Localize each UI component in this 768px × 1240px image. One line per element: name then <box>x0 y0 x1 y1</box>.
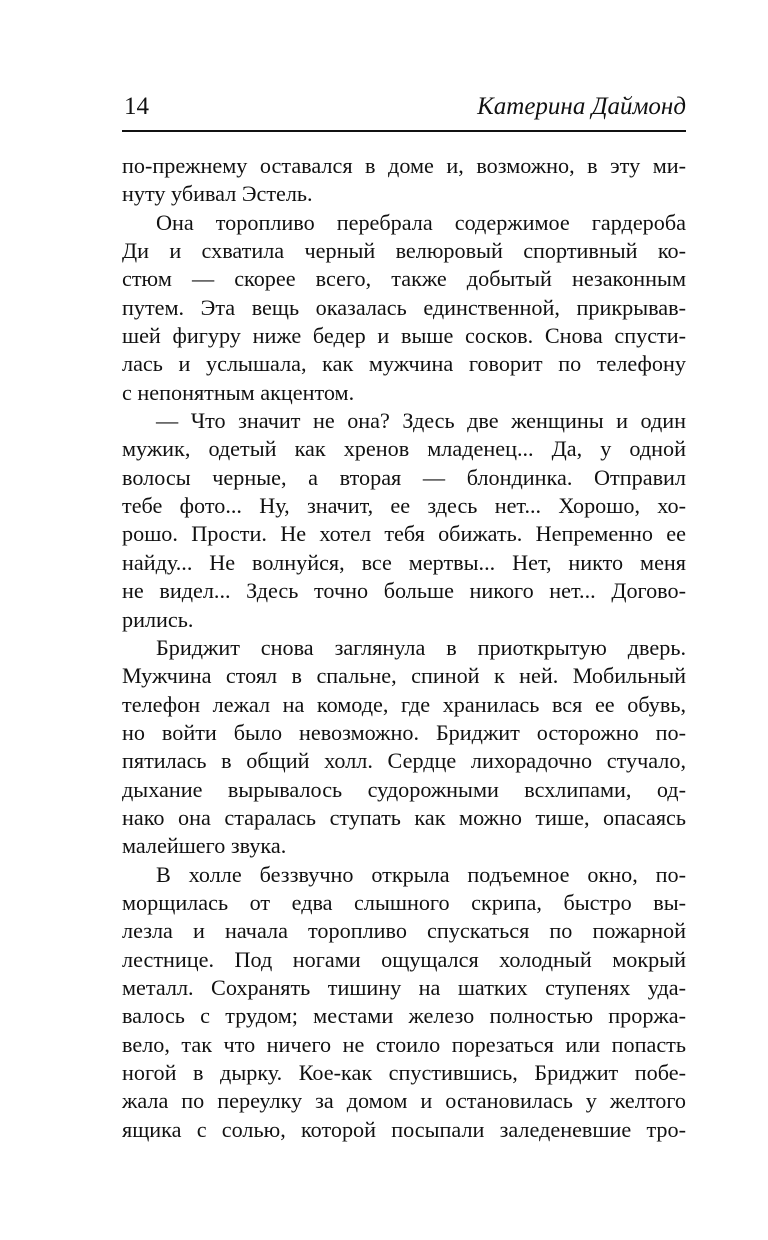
text-line: жала по переулку за домом и остановилась у желтого <box>122 1088 686 1114</box>
text-line: валось с трудом; местами железо полностью проржа- <box>122 1003 686 1029</box>
running-title: Катерина Даймонд <box>477 93 686 120</box>
text-line: — Что значит не она? Здесь две женщины и один <box>156 408 686 434</box>
text-line: лестнице. Под ногами ощущался холодный мокрый <box>122 946 686 972</box>
text-line: путем. Эта вещь оказалась единственной, прикрывав- <box>122 294 686 320</box>
text-line: стюм — скорее всего, также добытый незаконным <box>122 266 686 292</box>
text-line: Она торопливо перебрала содержимое гардероба <box>156 209 686 235</box>
text-line: лезла и начала торопливо спускаться по пожарной <box>122 918 686 944</box>
paragraph <box>122 634 686 861</box>
text-line: лась и услышала, как мужчина говорит по телефону <box>122 351 686 377</box>
text-line: Мужчина стоял в спальне, спиной к ней. Мобильный <box>122 663 686 689</box>
text-line: дыхание вырывалось судорожными всхлипами, од- <box>122 776 686 802</box>
text-line: мужик, одетый как хренов младенец... Да, у одной <box>122 436 686 462</box>
paragraph <box>122 861 686 1144</box>
text-line: нако она старалась ступать как можно тише, опасаясь <box>122 804 686 830</box>
page-number: 14 <box>124 93 149 120</box>
text-line: В холле беззвучно открыла подъемное окно, по- <box>156 861 686 887</box>
text-line: шей фигуру ниже бедер и выше сосков. Снова спусти- <box>122 323 686 349</box>
text-line: волосы черные, а вторая — блондинка. Отправил <box>122 464 686 490</box>
text-line: телефон лежал на комоде, где хранилась вся ее обувь, <box>122 691 686 717</box>
text-line: вело, так что ничего не стоило порезаться или попасть <box>122 1031 686 1057</box>
text-line: металл. Сохранять тишину на шатких ступенях уда- <box>122 974 686 1000</box>
text-line: но войти было невозможно. Бриджит осторожно по- <box>122 719 686 745</box>
body-text <box>122 152 686 1144</box>
paragraph <box>122 209 686 407</box>
text-line: тебе фото... Ну, значит, ее здесь нет... Хорошо, хо- <box>122 493 686 519</box>
text-line: ногой в дырку. Кое-как спустившись, Бриджит побе- <box>122 1060 686 1085</box>
text-line: малейшего звука. <box>122 833 287 859</box>
text-line: Ди и схватила черный велюровый спортивный ко- <box>122 238 686 264</box>
paragraph <box>122 407 686 634</box>
text-line: с непонятным акцентом. <box>122 379 355 405</box>
text-line: рошо. Прости. Не хотел тебя обижать. Непременно ее <box>122 521 686 547</box>
text-line: рились. <box>122 606 194 632</box>
text-line: не видел... Здесь точно больше никого нет... Догово- <box>122 578 686 604</box>
text-line: морщилась от едва слышного скрипа, быстро вы- <box>122 889 686 915</box>
text-line: по-прежнему оставался в доме и, возможно, в эту ми- <box>122 153 686 178</box>
text-line: Бриджит снова заглянула в приоткрытую дверь. <box>156 634 686 660</box>
text-line: пятилась в общий холл. Сердце лихорадочно стучало, <box>122 748 686 774</box>
text-line: нуту убивал Эстель. <box>122 181 313 207</box>
text-line: найду... Не волнуйся, все мертвы... Нет, никто меня <box>122 549 686 575</box>
text-line: ящика с солью, которой посыпали заледеневшие тро- <box>122 1116 686 1142</box>
page-header <box>122 90 686 132</box>
paragraph <box>122 152 686 209</box>
